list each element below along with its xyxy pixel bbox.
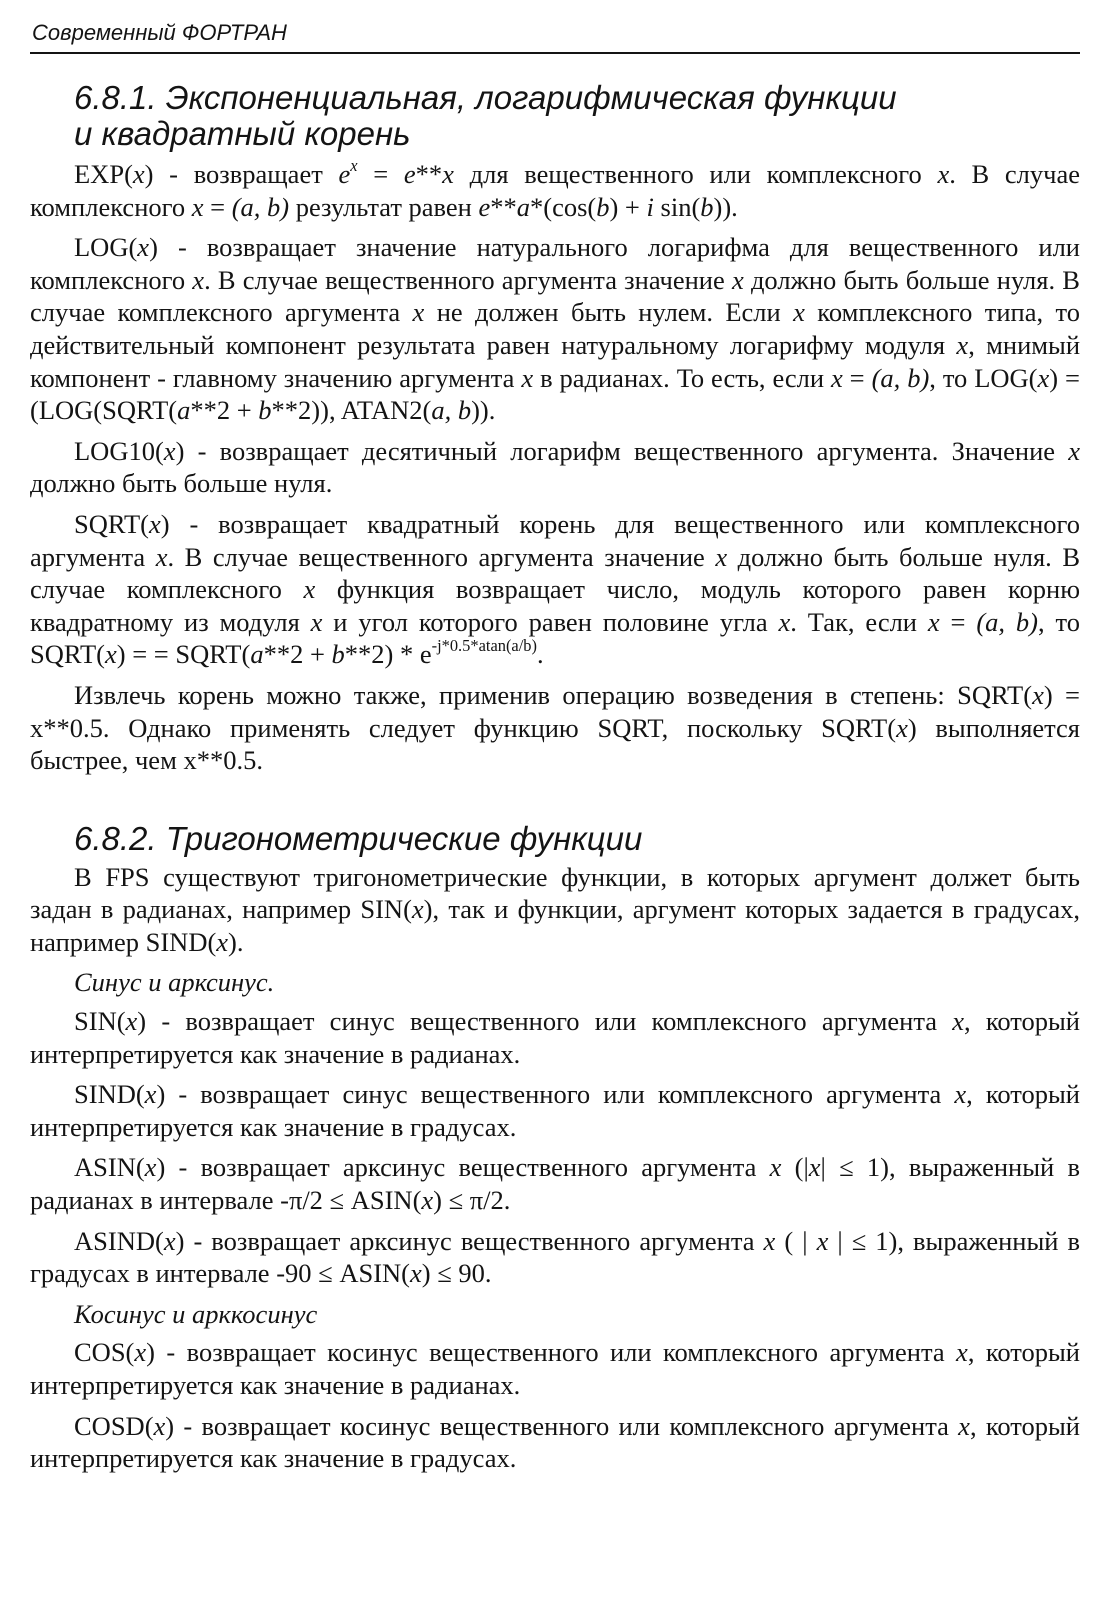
text-fragment: EXP( bbox=[74, 159, 133, 189]
text-fragment: ) - возвращает косинус вещественного или комплексного аргумента bbox=[165, 1410, 959, 1441]
text-fragment: результат равен bbox=[289, 191, 479, 222]
text-fragment: В FPS существуют тригонометрические функции, в которых аргумент должет быть задан в радианах, например SIN( bbox=[30, 861, 1080, 925]
text-fragment: должно быть больше нуля. В случае комплексного bbox=[30, 541, 1080, 605]
math-variable: x bbox=[442, 159, 454, 189]
math-variable: a bbox=[250, 639, 264, 670]
text-fragment: ) - возвращает bbox=[144, 159, 339, 189]
math-variable: x bbox=[521, 362, 534, 393]
math-variable: (a, b) bbox=[871, 362, 930, 393]
math-variable: x bbox=[958, 1410, 970, 1441]
text-fragment: LOG10( bbox=[74, 435, 164, 466]
text-fragment: SQRT( bbox=[74, 508, 149, 539]
text-fragment: должно быть больше нуля. bbox=[30, 468, 333, 499]
text-fragment: , то SQRT( bbox=[30, 606, 1080, 670]
text-fragment: **2 + bbox=[190, 395, 259, 426]
section-heading-6-8-2: 6.8.2. Тригонометрические функции bbox=[74, 819, 643, 857]
math-variable: x bbox=[954, 1079, 967, 1110]
book-page bbox=[30, 18, 1080, 1483]
paragraph-log bbox=[30, 231, 1080, 427]
paragraph-sin bbox=[30, 1005, 1080, 1070]
text-fragment: )). bbox=[471, 395, 496, 426]
text-fragment: , мнимый компонент - главному значению аргумента bbox=[30, 329, 1081, 393]
text-fragment: . В случае вещественного аргумента значение bbox=[204, 264, 732, 295]
paragraph-asin bbox=[30, 1151, 1080, 1216]
running-head bbox=[30, 18, 1080, 54]
text-fragment: . bbox=[536, 639, 544, 670]
math-variable: x bbox=[778, 606, 791, 637]
text-fragment: . В случае вещественного аргумента значение bbox=[167, 541, 716, 572]
math-variable: x bbox=[956, 1337, 968, 1368]
math-variable: x bbox=[144, 1079, 157, 1110]
text-fragment: (| bbox=[781, 1152, 809, 1183]
text-fragment: ) - возвращает синус вещественного или комплексного аргумента bbox=[137, 1006, 953, 1037]
text-fragment: **2) * e bbox=[344, 639, 432, 670]
text-fragment: ) - возвращает арксинус вещественного аргумента bbox=[175, 1225, 764, 1256]
math-variable: x bbox=[769, 1152, 782, 1183]
math-variable: a, b bbox=[431, 395, 472, 426]
text-fragment: COS( bbox=[74, 1337, 135, 1368]
math-variable: x bbox=[303, 574, 316, 605]
text-fragment: ) - возвращает квадратный корень для вещественного или комплексного аргумента bbox=[30, 508, 1080, 572]
math-variable: x bbox=[896, 712, 908, 743]
text-fragment: ASIND( bbox=[74, 1225, 164, 1256]
text-fragment: ), так и функции, аргумент которых задается в градусах, например SIND( bbox=[30, 894, 1080, 957]
text-fragment: ) - возвращает десятичный логарифм вещественного аргумента. Значение bbox=[175, 435, 1069, 466]
text-fragment: для вещественного или комплексного bbox=[453, 159, 938, 189]
math-variable: x bbox=[956, 329, 969, 360]
text-fragment: ** bbox=[490, 191, 517, 222]
math-variable: x bbox=[1037, 362, 1050, 393]
text-fragment: sin( bbox=[653, 191, 701, 222]
math-variable: x bbox=[409, 1258, 422, 1289]
paragraph-cos bbox=[30, 1336, 1080, 1401]
math-variable: x bbox=[153, 1410, 166, 1441]
math-variable: x bbox=[715, 541, 728, 572]
math-variable: x bbox=[132, 159, 145, 189]
text-fragment: ASIN( bbox=[74, 1152, 145, 1183]
math-variable: x bbox=[793, 297, 805, 328]
paragraph-sqrt bbox=[30, 508, 1080, 671]
text-fragment: ) = (LOG(SQRT( bbox=[30, 362, 1080, 426]
text-fragment: и угол которого равен половине угла bbox=[322, 606, 779, 637]
math-variable: x bbox=[350, 156, 358, 176]
math-variable: x bbox=[763, 1225, 776, 1256]
math-variable: e bbox=[478, 191, 491, 222]
text-fragment: = bbox=[842, 362, 872, 393]
math-variable: a bbox=[177, 395, 191, 426]
text-fragment: ** bbox=[415, 159, 443, 189]
math-variable: x bbox=[137, 232, 150, 263]
section-heading-line-1: 6.8.1. Экспоненциальная, логарифмическая функции bbox=[74, 79, 897, 116]
subheading-cosine: Косинус и арккосинус bbox=[74, 1298, 318, 1329]
text-fragment: *(cos( bbox=[530, 191, 597, 222]
math-variable: x bbox=[192, 264, 205, 295]
text-fragment: Извлечь корень можно также, применив операцию возведения в степень: SQRT( bbox=[74, 679, 1033, 710]
math-variable: x bbox=[830, 362, 843, 393]
text-fragment: . В случае комплексного bbox=[30, 159, 1080, 222]
text-fragment: , который интерпретируется как значение в градусах. bbox=[30, 1079, 1080, 1142]
math-variable: x bbox=[1068, 435, 1080, 466]
subheading-sine: Синус и арксинус. bbox=[74, 967, 275, 998]
text-fragment: , то LOG( bbox=[929, 362, 1038, 393]
text-fragment: ) - возвращает значение натурального логарифма для вещественного или комплексного bbox=[30, 232, 1080, 295]
math-variable: x bbox=[125, 1006, 138, 1037]
text-fragment: , который интерпретируется как значение в градусах. bbox=[30, 1410, 1080, 1474]
paragraph-cosd bbox=[30, 1410, 1080, 1475]
text-fragment: ) - возвращает арксинус вещественного аргумента bbox=[156, 1152, 770, 1183]
text-fragment: ). bbox=[228, 926, 244, 957]
paragraph-power bbox=[30, 679, 1080, 777]
math-variable: a bbox=[516, 191, 530, 222]
section-heading-6-8-1 bbox=[30, 80, 1080, 152]
paragraph-trig-intro bbox=[30, 861, 1080, 959]
text-fragment: в радианах. То есть, если bbox=[533, 362, 831, 393]
math-variable: x bbox=[104, 639, 117, 670]
text-fragment: функция возвращает число, модуль которого равен корню квадратному из модуля bbox=[30, 574, 1080, 637]
text-fragment: ) = = SQRT( bbox=[116, 639, 251, 670]
text-fragment: **2)), ATAN2( bbox=[271, 395, 432, 426]
math-variable: (a, b) bbox=[231, 191, 290, 222]
math-variable: x bbox=[937, 159, 950, 189]
text-fragment: . Так, если bbox=[790, 606, 928, 637]
math-variable: x bbox=[421, 1185, 434, 1216]
text-fragment: COSD( bbox=[74, 1410, 154, 1441]
text-fragment: ) выполняется быстрее, чем x**0.5. bbox=[30, 712, 1081, 776]
math-variable: b bbox=[331, 639, 345, 670]
math-variable: x bbox=[1032, 679, 1044, 710]
text-fragment: LOG( bbox=[74, 232, 138, 263]
math-variable: b bbox=[258, 395, 272, 426]
math-variable: x bbox=[216, 926, 229, 957]
text-fragment: SIND( bbox=[74, 1079, 145, 1110]
running-title: Современный ФОРТРАН bbox=[32, 20, 287, 45]
text-fragment: ) ≤ 90. bbox=[421, 1258, 492, 1289]
paragraph-sind bbox=[30, 1078, 1080, 1143]
text-fragment: = bbox=[203, 191, 232, 222]
text-fragment: | ≤ 1), выраженный в градусах в интервале -90 ≤ ASIN( bbox=[30, 1225, 1080, 1289]
math-variable: x bbox=[163, 435, 176, 466]
math-variable: e bbox=[338, 159, 351, 189]
math-variable: x bbox=[310, 606, 323, 637]
text-fragment: ) - возвращает синус вещественного или комплексного аргумента bbox=[156, 1079, 955, 1110]
text-fragment: = bbox=[357, 159, 404, 189]
math-variable: x bbox=[163, 1225, 176, 1256]
text-fragment: ) - возвращает косинус вещественного или комплексного аргумента bbox=[146, 1337, 957, 1368]
text-fragment: не должен быть нулем. Если bbox=[424, 297, 794, 328]
math-variable: x bbox=[134, 1337, 147, 1368]
math-variable: x bbox=[191, 191, 204, 222]
text-fragment: | ≤ 1), выраженный в радианах в интервале -π/2 ≤ ASIN( bbox=[30, 1152, 1080, 1216]
text-fragment: комплексного типа, то действительный компонент результата равен натуральному логарифму модуля bbox=[30, 297, 1080, 360]
math-variable: x bbox=[411, 894, 424, 925]
math-variable: b bbox=[700, 191, 714, 222]
text-fragment: должно быть больше нуля. В случае комплексного аргумента bbox=[30, 264, 1080, 328]
math-variable: x bbox=[952, 1006, 964, 1037]
math-variable: e bbox=[403, 159, 416, 189]
paragraph-exp bbox=[30, 158, 1080, 223]
text-fragment: , который интерпретируется как значение в радианах. bbox=[30, 1337, 1080, 1400]
paragraph-log10 bbox=[30, 435, 1080, 500]
text-fragment: -j*0.5*atan(a/b) bbox=[431, 636, 537, 656]
text-fragment: )). bbox=[713, 191, 738, 222]
math-variable: x bbox=[731, 264, 744, 295]
text-fragment: = bbox=[939, 606, 977, 637]
math-variable: i bbox=[646, 191, 654, 222]
section-heading-line-2: и квадратный корень bbox=[74, 115, 411, 152]
text-fragment: ( | bbox=[775, 1225, 817, 1256]
math-variable: x bbox=[412, 297, 425, 328]
math-variable: x bbox=[155, 541, 168, 572]
text-fragment: ) ≤ π/2. bbox=[433, 1185, 511, 1216]
math-variable: x bbox=[148, 508, 161, 539]
math-variable: b bbox=[596, 191, 610, 222]
text-fragment: ) + bbox=[609, 191, 647, 222]
math-variable: x bbox=[816, 1225, 829, 1256]
paragraph-asind bbox=[30, 1225, 1080, 1290]
math-variable: x bbox=[808, 1152, 821, 1183]
text-fragment: ) = x**0.5. Однако применять следует функцию SQRT, поскольку SQRT( bbox=[30, 679, 1080, 743]
math-variable: (a, b) bbox=[976, 606, 1038, 637]
math-variable: x bbox=[927, 606, 940, 637]
text-fragment: SIN( bbox=[74, 1006, 126, 1037]
text-fragment: , который интерпретируется как значение в радианах. bbox=[30, 1006, 1080, 1069]
math-variable: x bbox=[144, 1152, 157, 1183]
text-fragment: **2 + bbox=[263, 639, 332, 670]
